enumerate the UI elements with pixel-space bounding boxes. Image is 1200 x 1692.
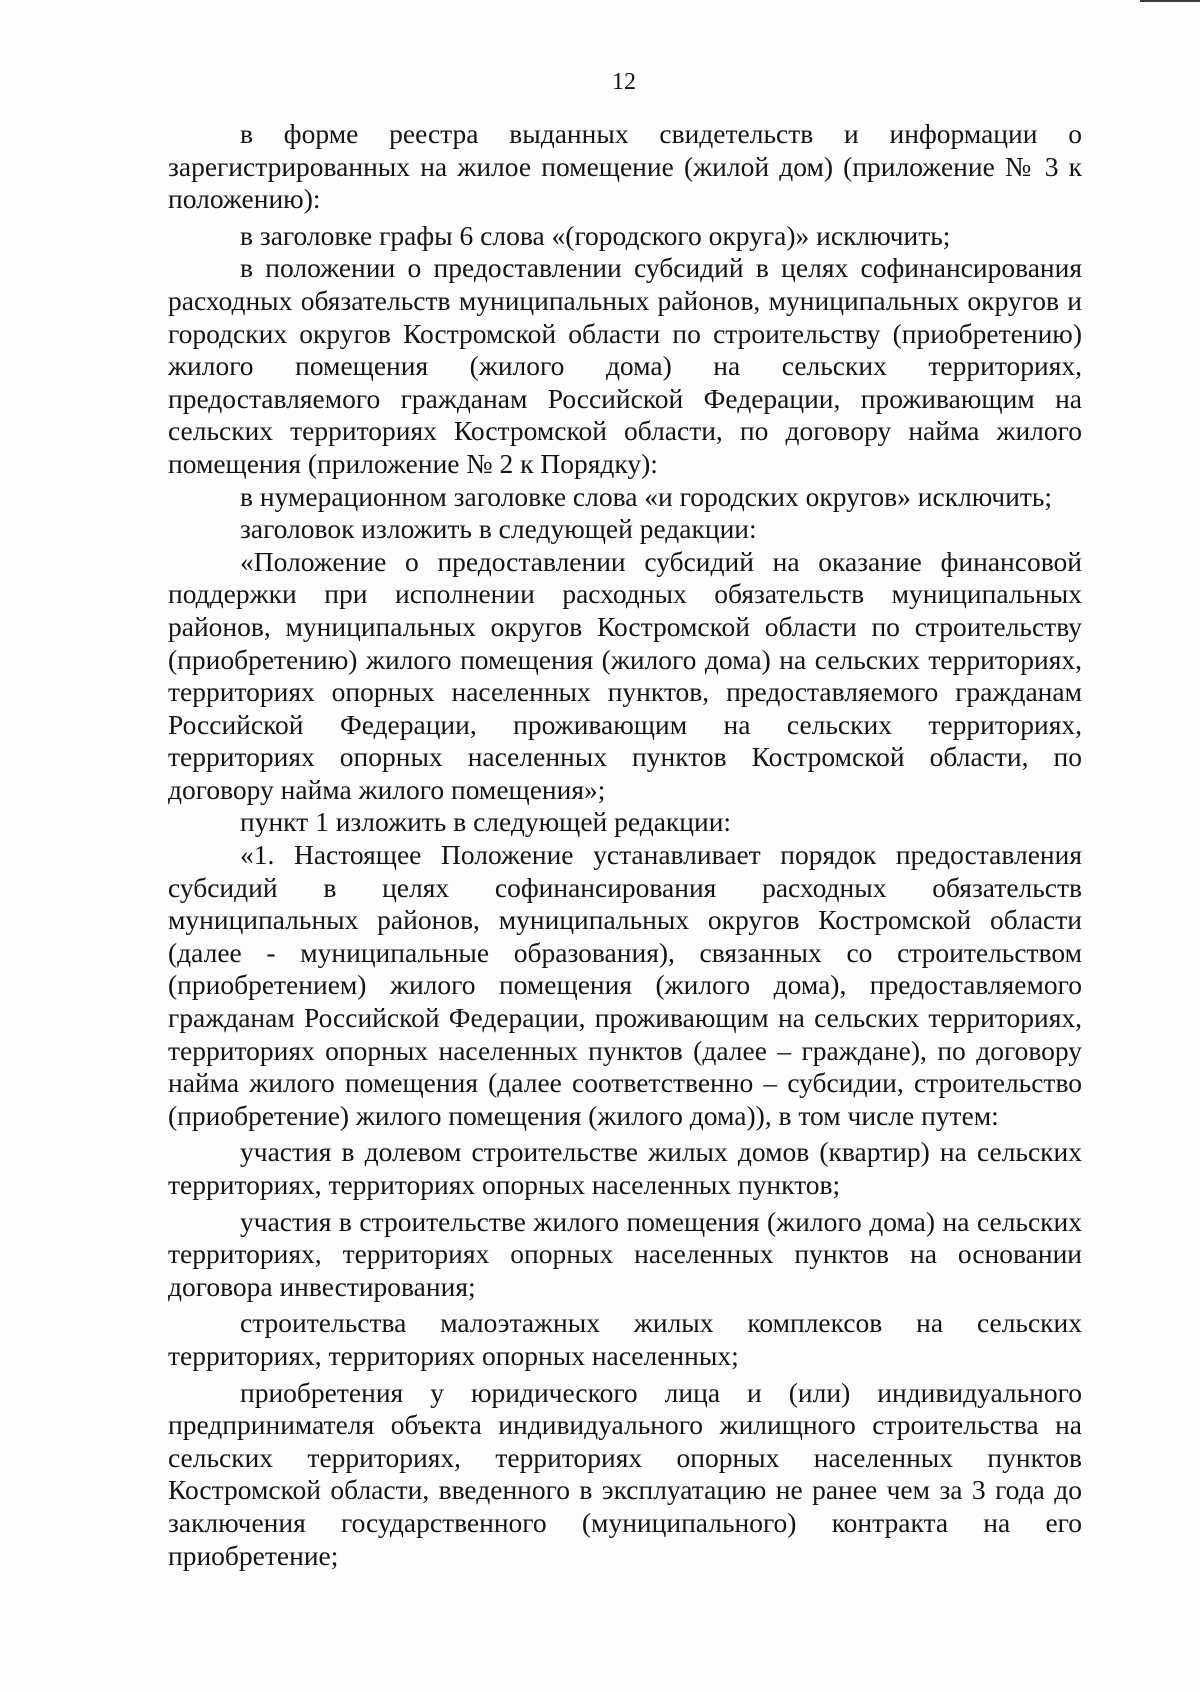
paragraph-heading-amendment: заголовок изложить в следующей редакции: [240,513,757,545]
paragraph-clause-1-text: «1. Настоящее Положение устанавливает порядок предоставления субсидий в целях софинансирования расходных обязательств муниципальных районов, муниципальных округов Костромской области (далее - муниципальные образования), связанных со строительством (приобретением) жилого помещения (жилого дома), предоставляемого гражданам Российской Федерации, проживающим на сельских территориях, территориях опорных населенных пунктов (далее – граждане), по договору найма жилого помещения (далее соответственно – субсидии, строительство (приобретение) жилого помещения (жилого дома)), в том числе путем: [168,839,1082,1131]
paragraph-column-6-heading: в заголовке графы 6 слова «(городского округа)» исключить; [240,219,951,251]
list-item-acquisition: приобретения у юридического лица и (или) индивидуального предпринимателя объекта индивидуального жилищного строительства на сельских территориях, территориях опорных населенных пунктов Костромской области, введенного в эксплуатацию не ранее чем за 3 года до заключения государственного (муниципального) контракта на его приобретение; [168,1376,1082,1571]
scan-edge-mark [1140,0,1200,10]
document-body [168,118,1082,1572]
list-item-investment-construction: участия в строительстве жилого помещения (жилого дома) на сельских территориях, территориях опорных населенных пунктов на основании договора инвестирования; [168,1205,1082,1302]
paragraph-new-title: «Положение о предоставлении субсидий на оказание финансовой поддержки при исполнении расходных обязательств муниципальных районов, муниципальных округов Костромской области по строительству (приобретению) жилого помещения (жилого дома) на сельских территориях, территориях опорных населенных пунктов, предоставляемого гражданам Российской Федерации, проживающим на сельских территориях, территориях опорных населенных пунктов Костромской области, по договору найма жилого помещения»; [168,545,1082,805]
page-number: 12 [612,69,636,95]
paragraph-clause-1-amendment: пункт 1 изложить в следующей редакции: [240,806,732,838]
list-item-low-rise-complexes: строительства малоэтажных жилых комплексов на сельских территориях, территориях опорных населенных; [168,1307,1082,1371]
paragraph-registry-form: в форме реестра выданных свидетельств и информации о зарегистрированных на жилое помещение (жилой дом) (приложение № 3 к положению): [168,118,1082,215]
paragraph-subsidy-regulation: в положении о предоставлении субсидий в целях софинансирования расходных обязательств муниципальных районов, муниципальных округов и городских округов Костромской области по строительству (приобретению) жилого помещения (жилого дома) на сельских территориях, предоставляемого гражданам Российской Федерации, проживающим на сельских территориях Костромской области, по договору найма жилого помещения (приложение № 2 к Порядку): [168,252,1082,479]
paragraph-numbering-heading: в нумерационном заголовке слова «и городских округов» исключить; [240,480,1053,512]
list-item-shared-construction: участия в долевом строительстве жилых домов (квартир) на сельских территориях, территориях опорных населенных пунктов; [168,1136,1082,1200]
